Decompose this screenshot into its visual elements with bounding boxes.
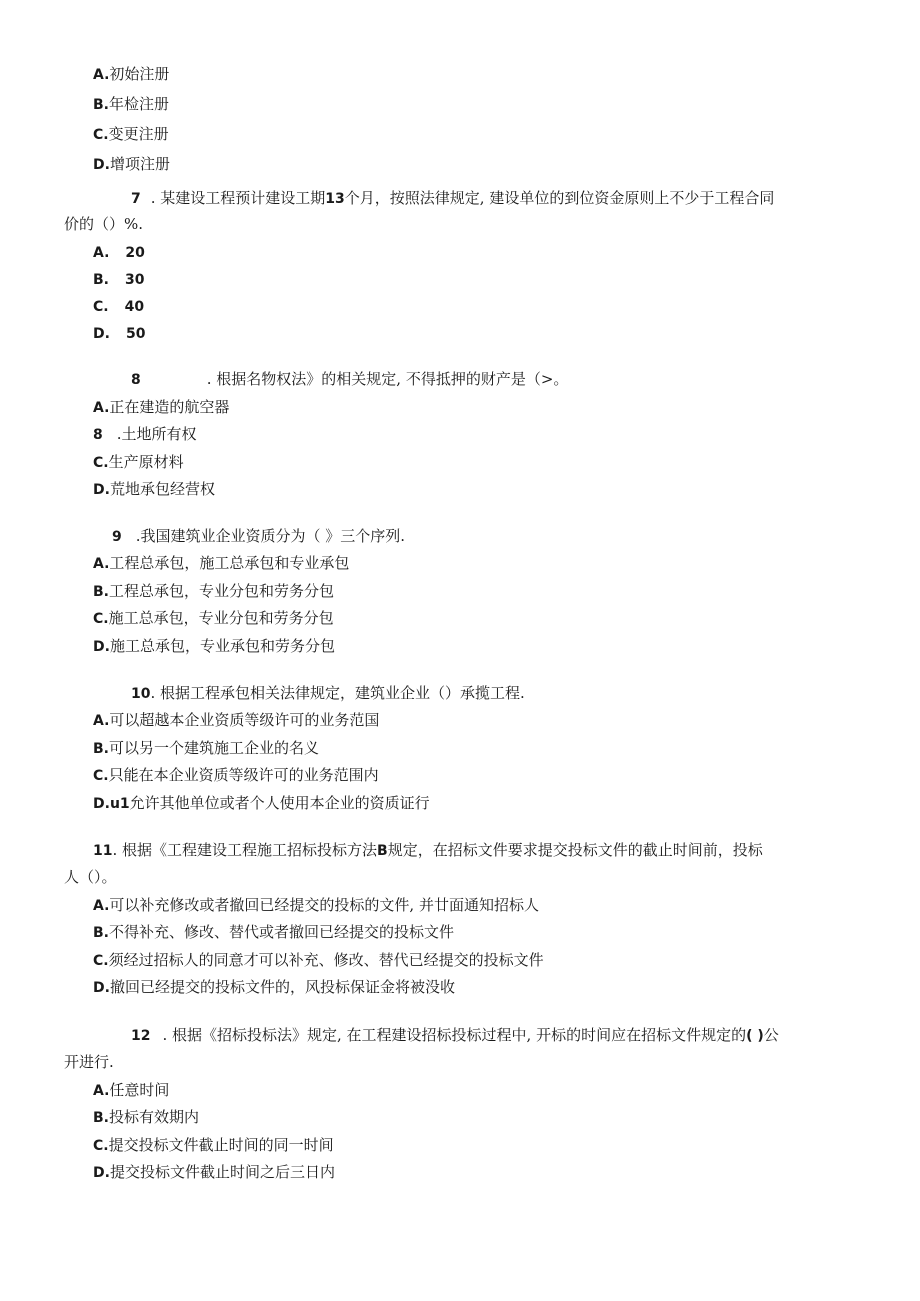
q8-option-a: A.正在建造的航空器 <box>93 398 230 416</box>
q12-option-c: C.提交投标文件截止时间的同一时间 <box>93 1136 334 1154</box>
q9-option-c: C.施工总承包，专业分包和劳务分包 <box>93 609 334 627</box>
q6-option-b: B.年检注册 <box>93 95 170 113</box>
q8-stem: 8 . 根据名物权法》的相关规定, 不得抵押的财产是（>。 <box>131 370 569 388</box>
q11-stem-line2: 人（）。 <box>64 868 117 886</box>
q10-option-c: C.只能在本企业资质等级许可的业务范围内 <box>93 766 379 784</box>
q7-option-d: D. 50 <box>93 326 146 342</box>
q11-option-a: A.可以补充修改或者撤回已经提交的投标的文件, 并廿面通知招标人 <box>93 896 539 914</box>
q9-option-b: B.工程总承包，专业分包和劳务分包 <box>93 582 335 600</box>
q7-stem-line2: 价的（）%. <box>64 215 144 233</box>
q7-option-b: B. 30 <box>93 272 145 288</box>
q8-option-b: 8 .土地所有权 <box>93 425 197 443</box>
q9-option-a: A.工程总承包，施工总承包和专业承包 <box>93 554 350 572</box>
q12-option-a: A.任意时间 <box>93 1081 170 1099</box>
q11-option-d: D.撤回已经提交的投标文件的，风投标保证金将被没收 <box>93 978 455 996</box>
q7-option-c: C. 40 <box>93 299 145 315</box>
q11-option-b: B.不得补充、修改、替代或者撤回已经提交的投标文件 <box>93 923 455 941</box>
q6-option-c: C.变更注册 <box>93 125 169 143</box>
q8-option-d: D.荒地承包经营权 <box>93 480 215 498</box>
q9-option-d: D.施工总承包，专业承包和劳务分包 <box>93 637 335 655</box>
q6-option-d: D.增项注册 <box>93 155 170 173</box>
q10-option-d: D.u1允许其他单位或者个人使用本企业的资质证行 <box>93 794 430 812</box>
q11-stem: 11. 根据《工程建设工程施工招标投标方法B规定，在招标文件要求提交投标文件的截止时间前，投标 <box>93 841 763 859</box>
q12-stem: 12 . 根据《招标投标法》规定, 在工程建设招标投标过程中, 开标的时间应在招标文件规定的( )公 <box>131 1026 779 1044</box>
q10-stem: 10. 根据工程承包相关法律规定，建筑业企业（）承揽工程. <box>131 684 525 702</box>
q11-option-c: C.须经过招标人的同意才可以补充、修改、替代已经提交的投标文件 <box>93 951 544 969</box>
q10-option-b: B.可以另一个建筑施工企业的名义 <box>93 739 320 757</box>
q12-stem-line2: 开进行. <box>64 1053 114 1071</box>
q8-option-c: C.生产原材料 <box>93 453 184 471</box>
q7-option-a: A. 20 <box>93 245 145 261</box>
q6-option-a: A.初始注册 <box>93 65 170 83</box>
q12-option-d: D.提交投标文件截止时间之后三日内 <box>93 1163 335 1181</box>
q12-option-b: B.投标有效期内 <box>93 1108 200 1126</box>
q10-option-a: A.可以超越本企业资质等级许可的业务范国 <box>93 711 380 729</box>
q9-stem: 9 .我国建筑业企业资质分为（ 》三个序列. <box>112 527 406 545</box>
q7-stem: 7 . 某建设工程预计建设工期13个月，按照法律规定, 建设单位的到位资金原则上不少于工程合同 <box>131 189 775 207</box>
